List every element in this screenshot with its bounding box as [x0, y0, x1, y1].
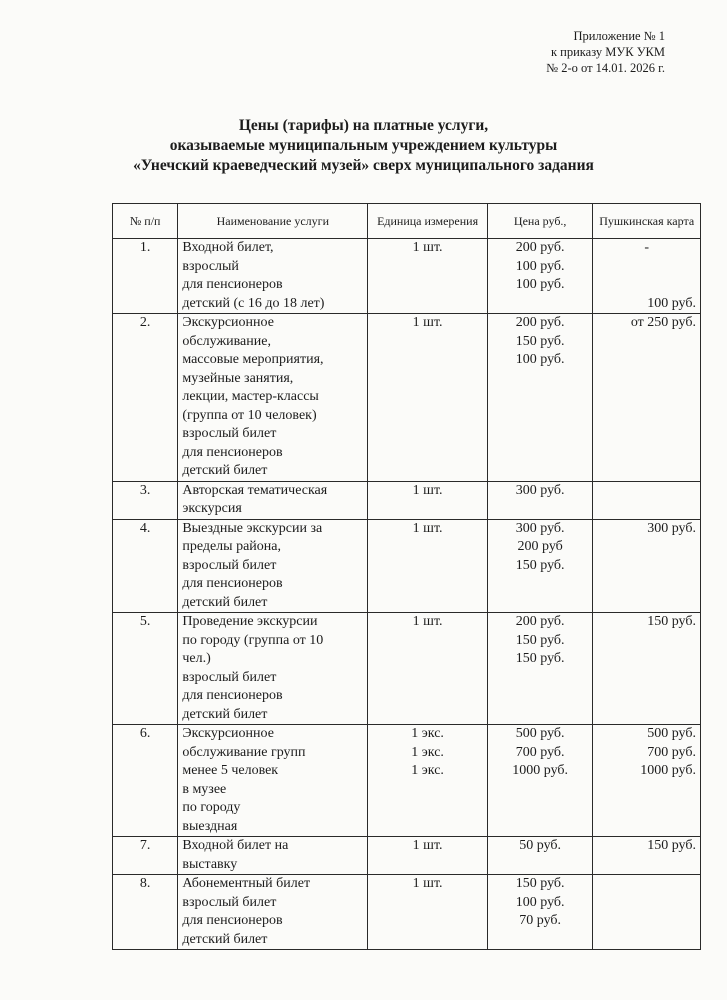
price-table — [112, 203, 701, 950]
unit-value: 1 шт. — [412, 838, 443, 853]
table-body — [113, 239, 701, 950]
unit-cell — [368, 875, 488, 950]
row-number: 2. — [113, 314, 178, 482]
appendix-note — [546, 28, 665, 76]
unit-cell — [368, 314, 488, 482]
service-name-line: взрослый билет — [182, 426, 277, 441]
header-pushkin: Пушкинская карта — [593, 204, 701, 239]
table-header-row — [113, 204, 701, 239]
service-name-line: для пенсионеров — [182, 688, 283, 703]
price-value: 150 руб. — [515, 333, 565, 349]
service-name-line: для пенсионеров — [182, 576, 283, 591]
pushkin-value: 100 руб. — [647, 295, 696, 311]
service-name — [178, 837, 368, 875]
appendix-line-2: к приказу МУК УКМ — [550, 45, 665, 59]
pushkin-cell — [593, 613, 701, 725]
price-value: 700 руб. — [515, 744, 565, 760]
document-title — [0, 116, 727, 176]
price-cell — [487, 314, 593, 482]
service-name-line: Экскурсионное — [182, 315, 274, 330]
unit-value: 1 шт. — [412, 614, 443, 629]
appendix-line-1: Приложение № 1 — [573, 29, 665, 43]
service-name-line: массовые мероприятия, — [182, 352, 324, 367]
header-name: Наименование услуги — [178, 204, 368, 239]
table-row — [113, 613, 701, 725]
service-name-line: лекции, мастер-классы — [182, 389, 319, 404]
service-name-line: Авторская тематическая — [182, 482, 328, 498]
pushkin-value: 1000 руб. — [640, 763, 696, 778]
table-row — [113, 875, 701, 950]
price-cell — [487, 875, 593, 950]
service-name-line: для пенсионеров — [182, 913, 283, 928]
service-name-line: чел.) — [182, 651, 211, 666]
price-value: 150 руб. — [515, 651, 565, 666]
service-name — [178, 519, 368, 613]
price-value: 200 руб. — [515, 614, 565, 629]
service-name-line: Выездные экскурсии за — [182, 520, 323, 536]
pushkin-value: 700 руб. — [647, 744, 696, 760]
header-num: № п/п — [113, 204, 178, 239]
service-name-line: Входной билет на — [182, 838, 289, 853]
header-price: Цена руб., — [487, 204, 593, 239]
service-name-line: в музее — [182, 781, 227, 797]
service-name — [178, 239, 368, 314]
price-value: 200 руб — [517, 539, 563, 554]
price-value: 300 руб. — [515, 520, 565, 536]
row-number: 4. — [113, 519, 178, 613]
title-line-1: Цены (тарифы) на платные услуги, — [238, 117, 489, 134]
unit-cell — [368, 613, 488, 725]
unit-value: 1 экс. — [411, 744, 444, 760]
price-value: 70 руб. — [519, 913, 562, 928]
service-name-line: экскурсия — [182, 501, 242, 516]
service-name-line: взрослый — [182, 258, 239, 274]
unit-cell — [368, 519, 488, 613]
service-name-line: взрослый билет — [182, 894, 277, 910]
service-name-line: детский билет — [182, 706, 268, 722]
service-name — [178, 481, 368, 519]
service-name — [178, 314, 368, 482]
unit-value: 1 шт. — [412, 876, 443, 891]
pushkin-value: 300 руб. — [647, 520, 696, 536]
price-value: 300 руб. — [515, 482, 565, 498]
unit-cell — [368, 239, 488, 314]
table-row — [113, 239, 701, 314]
price-value: 100 руб. — [515, 258, 565, 274]
unit-value: 1 экс. — [411, 726, 444, 741]
title-line-2: оказываемые муниципальным учреждением культуры — [169, 137, 558, 154]
row-number: 1. — [113, 239, 178, 314]
service-name-line: Экскурсионное — [182, 726, 274, 741]
price-value: 150 руб. — [515, 557, 565, 573]
service-name-line: детский (с 16 до 18 лет) — [182, 295, 325, 311]
pushkin-top-value: 150 руб. — [647, 838, 696, 853]
unit-cell — [368, 725, 488, 837]
service-name-line: для пенсионеров — [182, 444, 283, 460]
price-value: 500 руб. — [515, 726, 565, 741]
pushkin-value: от 250 руб. — [630, 315, 696, 330]
service-name-line: Абонементный билет — [182, 876, 311, 891]
unit-cell — [368, 837, 488, 875]
pushkin-cell — [593, 519, 701, 613]
unit-value: 1 экс. — [411, 763, 444, 778]
service-name-line: Проведение экскурсии — [182, 614, 318, 629]
row-number: 7. — [113, 837, 178, 875]
row-number: 5. — [113, 613, 178, 725]
pushkin-value: 500 руб. — [647, 726, 696, 741]
price-value: 100 руб. — [515, 352, 565, 367]
header-unit: Единица измерения — [368, 204, 488, 239]
service-name-line: по городу (группа от 10 — [182, 632, 324, 648]
table-row — [113, 314, 701, 482]
unit-cell — [368, 481, 488, 519]
price-cell — [487, 725, 593, 837]
table-row — [113, 481, 701, 519]
service-name-line: обслуживание групп — [182, 744, 306, 760]
service-name-line: взрослый билет — [182, 557, 277, 573]
table-row — [113, 519, 701, 613]
service-name-line: по городу — [182, 800, 241, 815]
service-name-line: выставку — [182, 856, 238, 872]
row-number: 6. — [113, 725, 178, 837]
service-name — [178, 875, 368, 950]
pushkin-cell — [593, 837, 701, 875]
price-cell — [487, 481, 593, 519]
service-name-line: менее 5 человек — [182, 763, 279, 778]
price-value: 200 руб. — [515, 240, 565, 255]
spacer — [597, 258, 696, 295]
table-row — [113, 725, 701, 837]
pushkin-cell — [593, 314, 701, 482]
price-value: 150 руб. — [515, 876, 565, 891]
service-name-line: для пенсионеров — [182, 277, 283, 292]
price-cell — [487, 837, 593, 875]
price-cell — [487, 613, 593, 725]
pushkin-cell — [593, 481, 701, 519]
price-value: 1000 руб. — [512, 763, 569, 778]
price-value: 100 руб. — [515, 894, 565, 910]
service-name-line: Входной билет, — [182, 240, 274, 255]
price-cell — [487, 239, 593, 314]
price-value: 200 руб. — [515, 315, 565, 330]
service-name-line: обслуживание, — [182, 333, 271, 349]
row-number: 3. — [113, 481, 178, 519]
service-name-line: пределы района, — [182, 539, 281, 554]
service-name-line: выездная — [182, 818, 238, 834]
unit-value: 1 шт. — [412, 315, 443, 330]
pushkin-value: 150 руб. — [647, 614, 696, 629]
title-line-3: «Унечский краеведческий музей» сверх муниципального задания — [133, 157, 594, 174]
unit-value: 1 шт. — [412, 482, 443, 498]
price-value: 100 руб. — [515, 277, 565, 292]
service-name-line: музейные занятия, — [182, 370, 294, 386]
pushkin-cell — [593, 875, 701, 950]
unit-value: 1 шт. — [412, 520, 443, 536]
service-name-line: детский билет — [182, 594, 268, 610]
price-cell — [487, 519, 593, 613]
service-name-line: детский билет — [182, 463, 268, 478]
price-value: 50 руб. — [519, 838, 562, 853]
service-name — [178, 613, 368, 725]
appendix-line-3: № 2-о от 14.01. 2026 г. — [546, 61, 665, 75]
pushkin-cell — [593, 239, 701, 314]
unit-value: 1 шт. — [412, 240, 443, 255]
pushkin-top-value: - — [644, 240, 650, 255]
row-number: 8. — [113, 875, 178, 950]
service-name-line: (группа от 10 человек) — [182, 407, 317, 423]
price-value: 150 руб. — [515, 632, 565, 648]
service-name-line: взрослый билет — [182, 669, 277, 685]
table-row — [113, 837, 701, 875]
service-name-line: детский билет — [182, 931, 268, 947]
service-name — [178, 725, 368, 837]
pushkin-cell — [593, 725, 701, 837]
